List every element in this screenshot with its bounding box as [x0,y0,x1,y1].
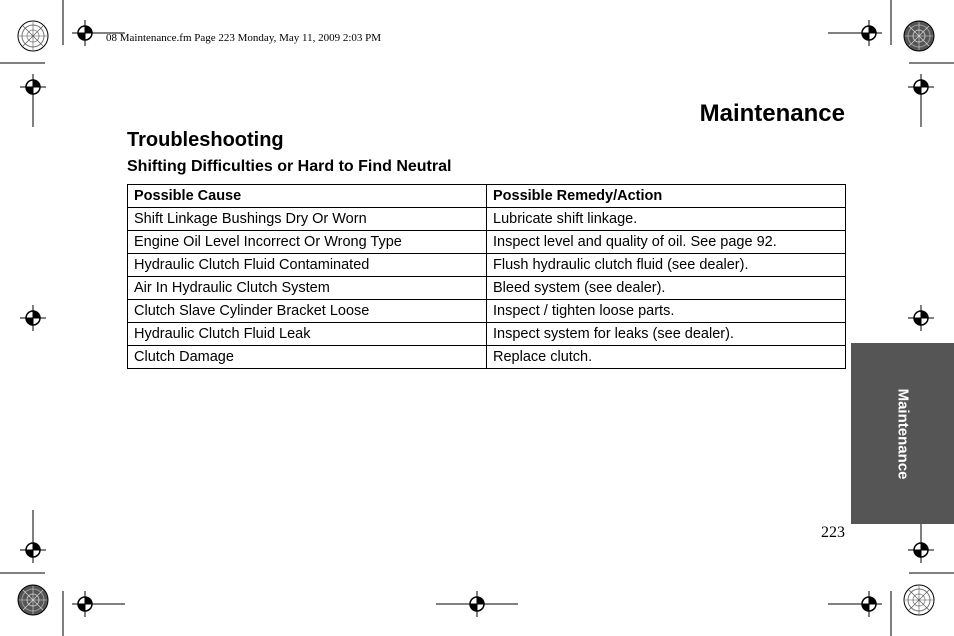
column-header-remedy: Possible Remedy/Action [487,185,846,208]
registration-mark-icon [20,74,46,100]
chapter-title: Maintenance [699,100,845,127]
remedy-cell: Flush hydraulic clutch fluid (see dealer). [487,254,846,277]
chapter-side-tab [851,343,954,524]
registration-star-icon [18,585,48,615]
table-row [128,300,846,323]
registration-mark-icon [20,305,46,331]
registration-mark-icon [72,591,98,617]
table-row [128,346,846,369]
remedy-cell: Inspect system for leaks (see dealer). [487,323,846,346]
cause-cell: Hydraulic Clutch Fluid Leak [128,323,487,346]
registration-mark-icon [908,305,934,331]
registration-mark-icon [856,591,882,617]
remedy-cell: Replace clutch. [487,346,846,369]
remedy-cell: Inspect level and quality of oil. See page 92. [487,231,846,254]
registration-star-icon [904,585,934,615]
cause-cell: Clutch Damage [128,346,487,369]
file-info-header: 08 Maintenance.fm Page 223 Monday, May 11, 2009 2:03 PM [106,32,382,44]
table-header-row [128,185,846,208]
table-row [128,208,846,231]
remedy-cell: Bleed system (see dealer). [487,277,846,300]
registration-star-icon [904,21,934,51]
section-title: Troubleshooting [127,129,284,151]
cause-cell: Engine Oil Level Incorrect Or Wrong Type [128,231,487,254]
registration-mark-icon [72,20,98,46]
registration-mark-icon [464,591,490,617]
registration-mark-icon [908,74,934,100]
table-row [128,277,846,300]
cause-cell: Clutch Slave Cylinder Bracket Loose [128,300,487,323]
side-tab-label: Maintenance [894,388,911,479]
remedy-cell: Inspect / tighten loose parts. [487,300,846,323]
cause-cell: Air In Hydraulic Clutch System [128,277,487,300]
table-row [128,323,846,346]
table-row [128,254,846,277]
cause-cell: Shift Linkage Bushings Dry Or Worn [128,208,487,231]
remedy-cell: Lubricate shift linkage. [487,208,846,231]
subsection-title: Shifting Difficulties or Hard to Find Neutral [127,158,452,175]
registration-mark-icon [908,537,934,563]
registration-star-icon [18,21,48,51]
registration-mark-icon [20,537,46,563]
registration-mark-icon [856,20,882,46]
table-row [128,231,846,254]
troubleshooting-table [127,184,846,369]
page-number: 223 [821,524,845,541]
column-header-cause: Possible Cause [128,185,487,208]
cause-cell: Hydraulic Clutch Fluid Contaminated [128,254,487,277]
